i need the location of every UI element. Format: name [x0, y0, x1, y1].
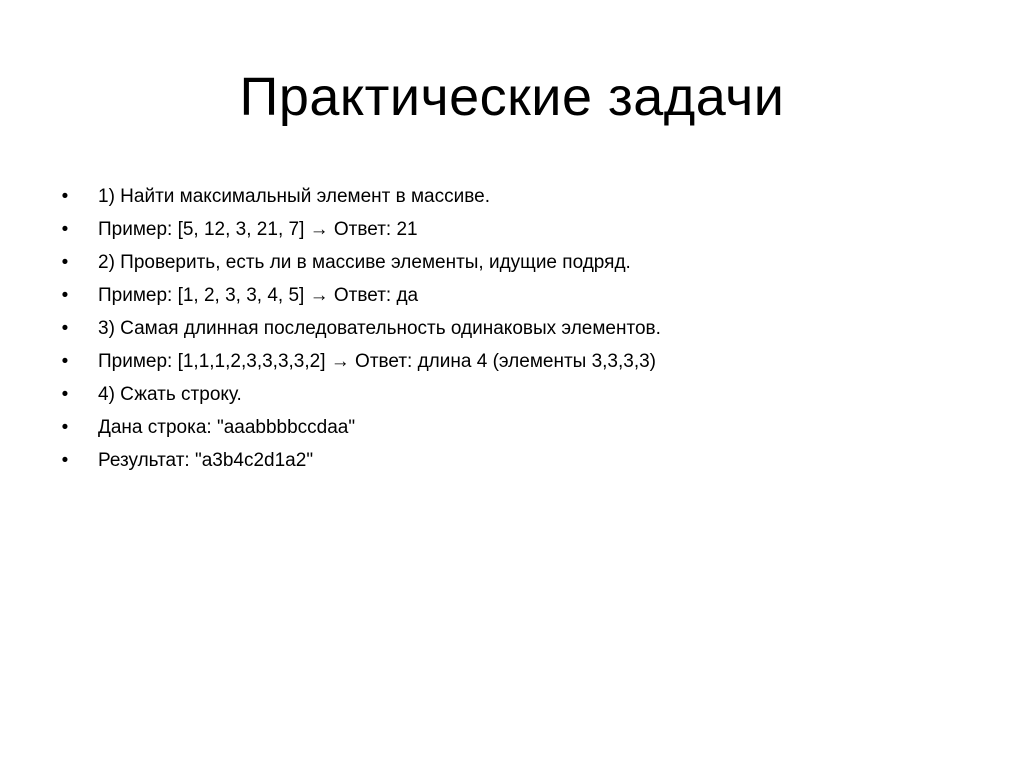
- list-item-text: Пример: [5, 12, 3, 21, 7] → Ответ: 21: [98, 219, 418, 240]
- list-item: [56, 378, 956, 411]
- list-item: [56, 246, 956, 279]
- list-item: [56, 345, 956, 378]
- list-item-text: Результат: "a3b4c2d1a2": [98, 450, 314, 471]
- bullet-icon: •: [61, 318, 69, 339]
- bullet-icon: •: [61, 285, 69, 306]
- list-item: [56, 444, 956, 477]
- bullet-icon: •: [61, 186, 69, 207]
- bullet-icon: •: [61, 252, 69, 273]
- list-item: [56, 180, 956, 213]
- list-item-text: 3) Самая длинная последовательность одинаковых элементов.: [98, 318, 661, 339]
- list-item-text: 4) Сжать строку.: [98, 384, 242, 405]
- bullet-icon: •: [61, 351, 69, 372]
- bullet-icon: •: [61, 384, 69, 405]
- list-item: [56, 411, 956, 444]
- list-item-text: Дана строка: "aaabbbbccdaa": [98, 417, 356, 438]
- list-item: [56, 213, 956, 246]
- bullet-list: [56, 180, 956, 477]
- list-item: [56, 279, 956, 312]
- slide-title: Практические задачи: [239, 67, 785, 127]
- bullet-icon: •: [61, 219, 69, 240]
- bullet-icon: •: [61, 450, 69, 471]
- list-item-text: 2) Проверить, есть ли в массиве элементы, идущие подряд.: [98, 252, 631, 273]
- list-item-text: 1) Найти максимальный элемент в массиве.: [98, 186, 490, 207]
- list-item-text: Пример: [1, 2, 3, 3, 4, 5] → Ответ: да: [98, 285, 419, 306]
- list-item: [56, 312, 956, 345]
- list-item-text: Пример: [1,1,1,2,3,3,3,3,2] → Ответ: длина 4 (элементы 3,3,3,3): [98, 351, 657, 372]
- bullet-icon: •: [61, 417, 69, 438]
